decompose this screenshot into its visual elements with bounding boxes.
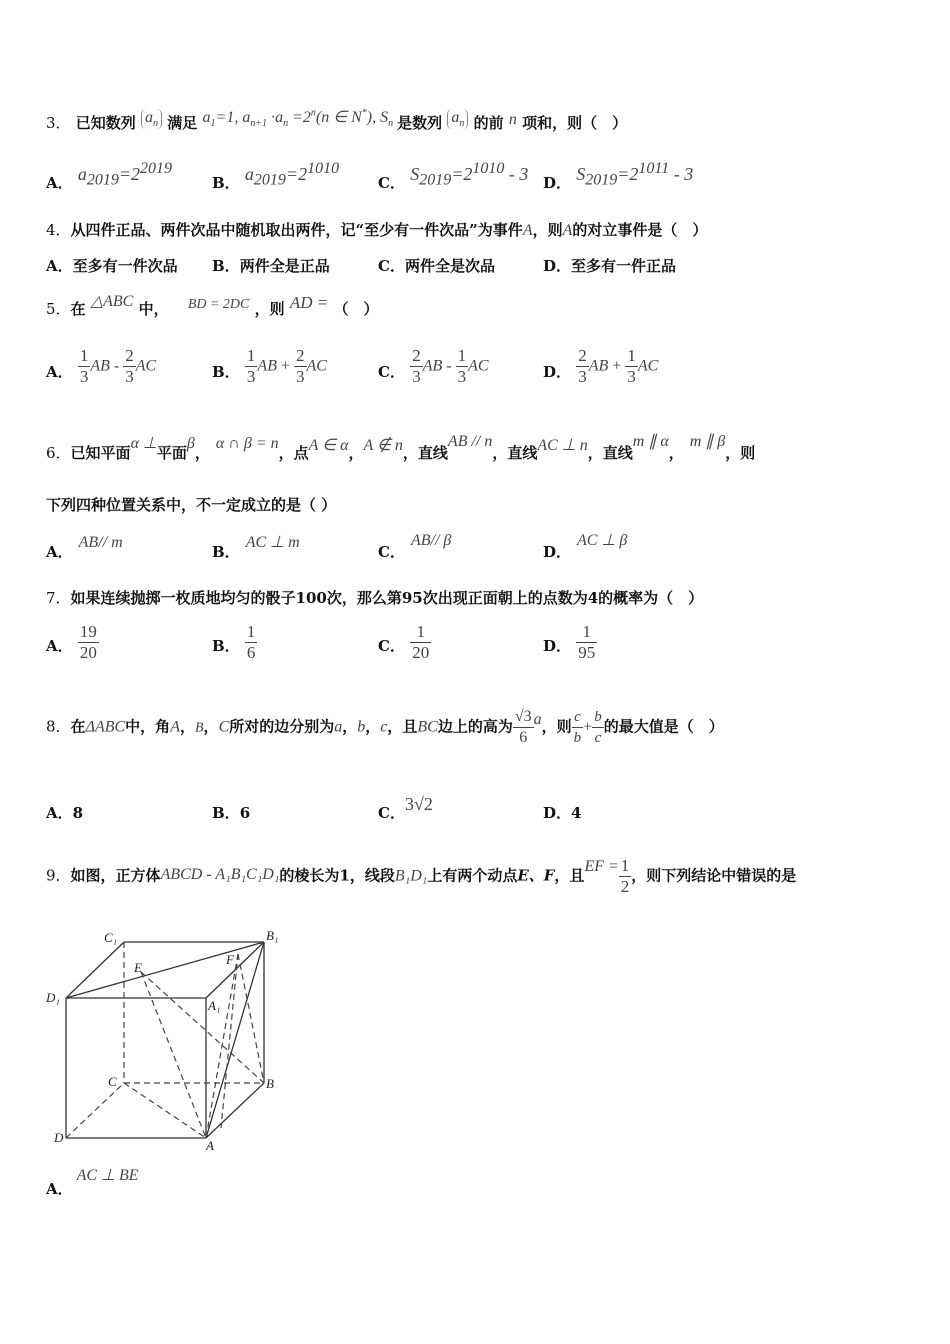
q3-option-c[interactable]: C． $S_{2019}=2^{1010} - 3$ <box>378 160 529 192</box>
q5-option-b[interactable]: B． $\frac{1}{3}$ AB + $\frac{2}{3}$ AC <box>212 346 327 386</box>
q6-stem-line2: 下列四种位置关系中，不一定成立的是（ ） <box>46 496 337 514</box>
q7-stem: 7．如果连续抛掷一枚质地均匀的骰子100次，那么第95次出现正面朝上的点数为4的概率为（ ） <box>46 589 704 607</box>
segment-b1a <box>206 942 264 1138</box>
q4-stem: 4．从四件正品、两件次品中随机取出两件，记“至少有一件次品”为事件A，则A的对立事件是（ ） <box>46 221 708 239</box>
label-d1: D₁ <box>46 990 60 1005</box>
label-f: F <box>226 952 234 967</box>
label-e: E <box>134 960 142 975</box>
q5-option-d[interactable]: D． $\frac{2}{3}$ AB + $\frac{1}{3}$ AC <box>543 346 659 386</box>
q6-stem: 6．已知平面α ⊥平面β，α ∩ β = n，点A ∈ α，A ∉ n，直线AB // n，直线AC ⊥ n，直线m ∥ α，m ∥ β，则 <box>46 433 756 462</box>
q8-option-a[interactable]: A．8 <box>46 804 84 822</box>
label-b1: B₁ <box>266 928 279 943</box>
q8-stem: 8．在ΔABC中，角A，B，C所对的边分别为a，b，c，且BC边上的高为 $\frac{√3}{6}$ a，则 $\frac{c}{b}$ + $\frac{b}{c}$ 的最大值是（ ） <box>46 708 724 746</box>
q7-option-a[interactable]: A． $\frac{19}{20}$ <box>46 622 97 662</box>
q8-option-c[interactable]: C．3√2 <box>378 794 433 822</box>
q5-option-a[interactable]: A． $\frac{1}{3}$ AB - $\frac{2}{3}$ AC <box>46 346 157 386</box>
hidden-ac <box>124 1083 206 1138</box>
hidden-f-ext <box>221 954 238 1128</box>
label-c: C <box>108 1074 117 1089</box>
q4-option-a[interactable]: A．至多有一件次品 <box>46 257 178 275</box>
q5-stem: 5．在 △ABC 中， BD = 2DC ，则 AD = （ ） <box>46 293 379 318</box>
cube-figure <box>46 928 291 1153</box>
q6-option-a[interactable]: A．AB// m <box>46 534 123 561</box>
q3-option-d[interactable]: D． $S_{2019}=2^{1011} - 3$ <box>543 160 694 192</box>
q4-option-b[interactable]: B．两件全是正品 <box>212 257 330 275</box>
q9-option-a[interactable]: A．AC ⊥ BE <box>46 1167 139 1198</box>
hidden-edge-dc <box>66 1083 124 1138</box>
q7-option-d[interactable]: D． $\frac{1}{95}$ <box>543 622 596 662</box>
q6-option-b[interactable]: B．AC ⊥ m <box>212 534 300 561</box>
q7-option-b[interactable]: B． $\frac{1}{6}$ <box>212 622 256 662</box>
q6-option-c[interactable]: C．AB// β <box>378 532 452 561</box>
q4-option-d[interactable]: D．至多有一件正品 <box>543 257 677 275</box>
label-a: A <box>206 1138 214 1153</box>
hidden-ea <box>141 972 206 1138</box>
q6-option-d[interactable]: D．AC ⊥ β <box>543 532 628 561</box>
label-d: D <box>54 1130 64 1145</box>
label-c1: C₁ <box>104 930 118 945</box>
q3-stem: 3． 已知数列 $a_n$ 满足 $a_1=1$, $a_{n+1} \cdot a_n =2^n(n$ ∈ N*), $S_n$ 是数列 $a_n$ 的前 n 项和，则（ ） <box>46 107 628 132</box>
q9-stem: 9．如图，正方体ABCD - A₁B₁C₁D₁的棱长为1，线段B₁D₁上有两个动点E、F，且EF = $\frac{1}{2}$ ，则下列结论中错误的是 <box>46 856 797 896</box>
q8-option-b[interactable]: B．6 <box>212 804 251 822</box>
q8-option-d[interactable]: D．4 <box>543 804 582 822</box>
q7-option-c[interactable]: C． $\frac{1}{20}$ <box>378 622 430 662</box>
label-b: B <box>266 1076 274 1091</box>
q5-option-c[interactable]: C． $\frac{2}{3}$ AB - $\frac{1}{3}$ AC <box>378 346 489 386</box>
q3-option-b[interactable]: B． $a_{2019}=2^{1010}$ <box>212 160 340 192</box>
q4-option-c[interactable]: C．两件全是次品 <box>378 257 495 275</box>
label-a1: A₁ <box>208 998 221 1013</box>
q3-option-a[interactable]: A． $a_{2019}=2^{2019}$ <box>46 160 173 192</box>
